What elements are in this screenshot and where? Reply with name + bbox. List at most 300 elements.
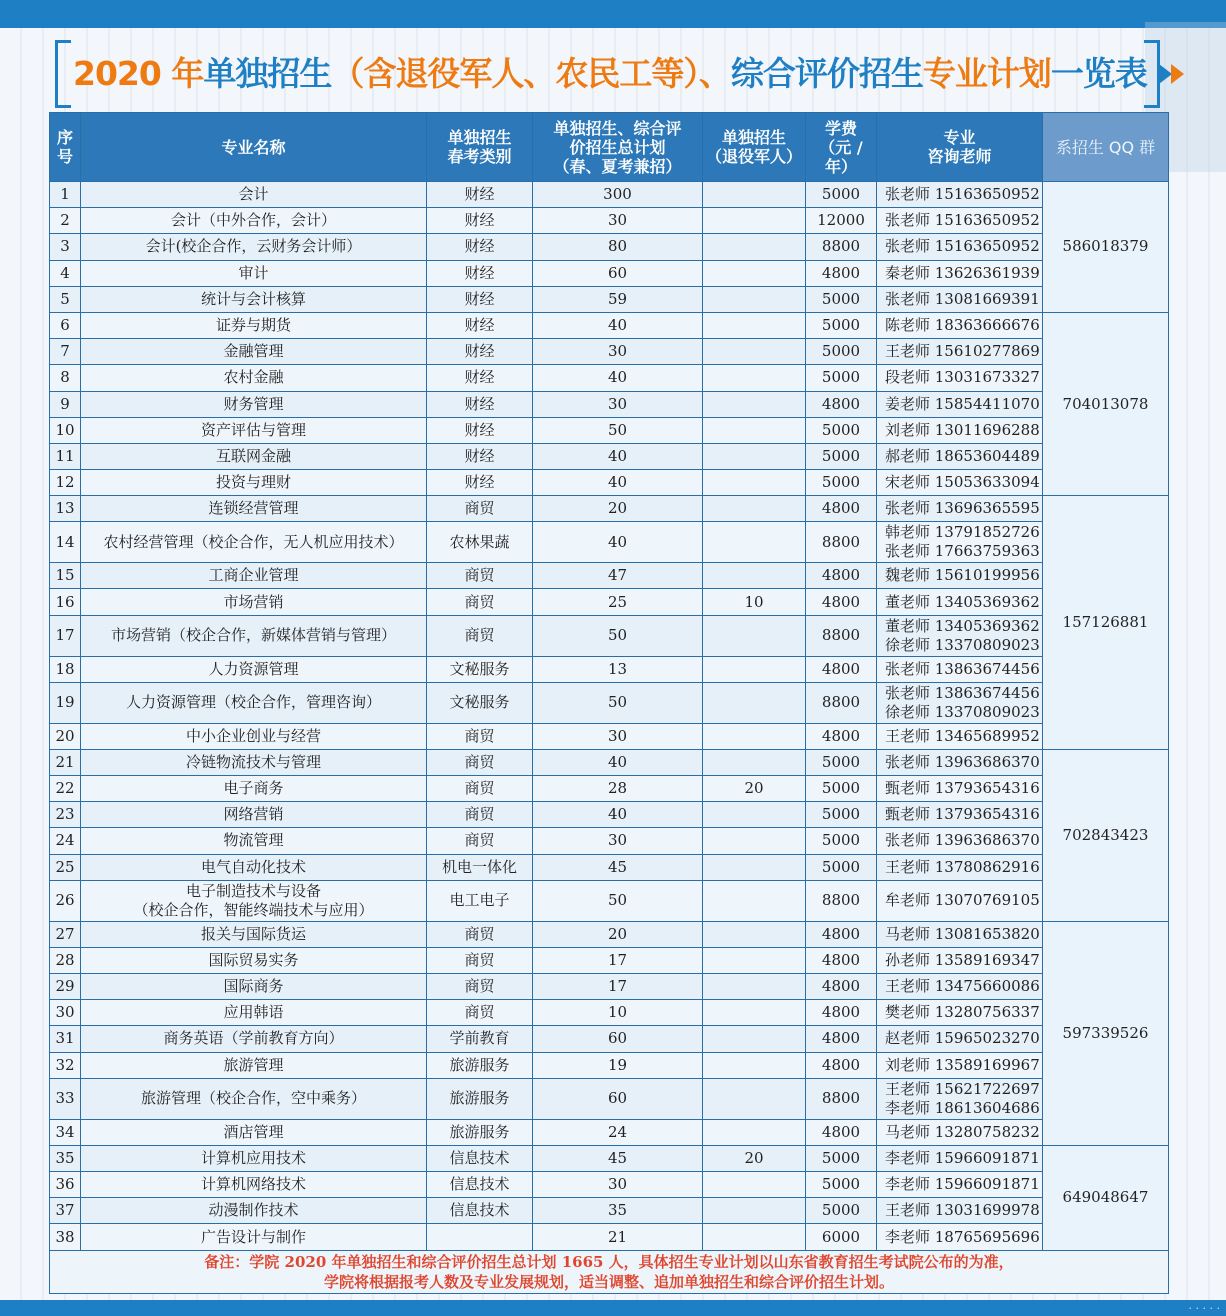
cell-major: 国际商务 xyxy=(81,973,427,999)
cell-category: 商贸 xyxy=(427,749,533,775)
cell-veteran xyxy=(703,563,806,589)
cell-seq: 38 xyxy=(50,1224,81,1251)
title-text xyxy=(73,48,1191,95)
cell-seq: 37 xyxy=(50,1198,81,1224)
cell-plan: 30 xyxy=(533,208,703,234)
cell-plan: 30 xyxy=(533,828,703,854)
cell-category: 电工电子 xyxy=(427,880,533,921)
cell-qq-group: 597339526 xyxy=(1043,921,1169,1145)
cell-teacher: 王老师 13475660086 xyxy=(877,973,1043,999)
cell-plan: 40 xyxy=(533,802,703,828)
cell-seq: 18 xyxy=(50,656,81,682)
cell-fee: 4800 xyxy=(806,1000,877,1026)
table-row xyxy=(50,589,1169,615)
cell-teacher: 李老师 15966091871 xyxy=(877,1145,1043,1171)
cell-fee: 5000 xyxy=(806,775,877,801)
cell-fee: 8800 xyxy=(806,682,877,723)
cell-seq: 22 xyxy=(50,775,81,801)
cell-veteran xyxy=(703,522,806,563)
cell-teacher: 陈老师 18363666676 xyxy=(877,312,1043,338)
table-row xyxy=(50,339,1169,365)
cell-veteran xyxy=(703,1078,806,1119)
cell-category: 商贸 xyxy=(427,723,533,749)
cell-fee: 5000 xyxy=(806,417,877,443)
cell-teacher: 韩老师 13791852726 张老师 17663759363 xyxy=(877,522,1043,563)
cell-plan: 17 xyxy=(533,973,703,999)
cell-veteran xyxy=(703,828,806,854)
cell-teacher: 董老师 13405369362 xyxy=(877,589,1043,615)
table-row xyxy=(50,802,1169,828)
table-row xyxy=(50,470,1169,496)
cell-major: 冷链物流技术与管理 xyxy=(81,749,427,775)
cell-seq: 6 xyxy=(50,312,81,338)
cell-fee: 5000 xyxy=(806,1198,877,1224)
cell-veteran xyxy=(703,365,806,391)
table-row xyxy=(50,682,1169,723)
cell-veteran: 20 xyxy=(703,1145,806,1171)
cell-plan: 60 xyxy=(533,1026,703,1052)
cell-veteran xyxy=(703,339,806,365)
cell-veteran xyxy=(703,182,806,208)
header-category: 单独招生 春考类别 xyxy=(427,113,533,182)
cell-teacher: 段老师 13031673327 xyxy=(877,365,1043,391)
cell-veteran xyxy=(703,656,806,682)
cell-category: 商贸 xyxy=(427,973,533,999)
cell-seq: 28 xyxy=(50,947,81,973)
cell-major: 财务管理 xyxy=(81,391,427,417)
page-title xyxy=(55,40,1160,108)
cell-major: 电气自动化技术 xyxy=(81,854,427,880)
table-row xyxy=(50,208,1169,234)
table-row xyxy=(50,1171,1169,1197)
cell-major: 计算机应用技术 xyxy=(81,1145,427,1171)
cell-category: 商贸 xyxy=(427,589,533,615)
header-fee: 学费 （元 / 年） xyxy=(806,113,877,182)
cell-fee: 8800 xyxy=(806,234,877,260)
cell-major: 酒店管理 xyxy=(81,1119,427,1145)
table-row xyxy=(50,391,1169,417)
cell-major: 人力资源管理（校企合作，管理咨询） xyxy=(81,682,427,723)
cell-fee: 4800 xyxy=(806,496,877,522)
cell-teacher: 王老师 15621722697 李老师 18613604686 xyxy=(877,1078,1043,1119)
cell-veteran xyxy=(703,234,806,260)
cell-seq: 14 xyxy=(50,522,81,563)
cell-veteran xyxy=(703,802,806,828)
cell-plan: 45 xyxy=(533,854,703,880)
cell-teacher: 王老师 13780862916 xyxy=(877,854,1043,880)
cell-teacher: 张老师 13863674456 xyxy=(877,656,1043,682)
cell-major: 审计 xyxy=(81,260,427,286)
cell-veteran xyxy=(703,496,806,522)
cell-seq: 31 xyxy=(50,1026,81,1052)
table-row xyxy=(50,496,1169,522)
cell-major: 投资与理财 xyxy=(81,470,427,496)
cell-teacher: 张老师 13081669391 xyxy=(877,286,1043,312)
title-comprehensive: 综合评价招生 xyxy=(730,54,923,93)
cell-veteran xyxy=(703,208,806,234)
cell-seq: 15 xyxy=(50,563,81,589)
table-row xyxy=(50,947,1169,973)
cell-category: 财经 xyxy=(427,470,533,496)
cell-teacher: 刘老师 13011696288 xyxy=(877,417,1043,443)
cell-category: 商贸 xyxy=(427,1000,533,1026)
cell-teacher: 秦老师 13626361939 xyxy=(877,260,1043,286)
table-row xyxy=(50,880,1169,921)
cell-fee: 5000 xyxy=(806,182,877,208)
cell-major: 旅游管理 xyxy=(81,1052,427,1078)
cell-veteran xyxy=(703,921,806,947)
cell-seq: 25 xyxy=(50,854,81,880)
cell-veteran xyxy=(703,947,806,973)
cell-plan: 19 xyxy=(533,1052,703,1078)
cell-seq: 8 xyxy=(50,365,81,391)
cell-seq: 26 xyxy=(50,880,81,921)
cell-major: 物流管理 xyxy=(81,828,427,854)
cell-category: 农林果蔬 xyxy=(427,522,533,563)
cell-teacher: 张老师 15163650952 xyxy=(877,208,1043,234)
cell-fee: 4800 xyxy=(806,589,877,615)
table-row xyxy=(50,1052,1169,1078)
cell-seq: 29 xyxy=(50,973,81,999)
title-paren: （含退役军人、农民工等）、 xyxy=(331,54,731,93)
cell-qq-group: 702843423 xyxy=(1043,749,1169,921)
cell-plan: 10 xyxy=(533,1000,703,1026)
cell-major: 农村经营管理（校企合作，无人机应用技术） xyxy=(81,522,427,563)
cell-fee: 5000 xyxy=(806,339,877,365)
cell-plan: 30 xyxy=(533,339,703,365)
table-row xyxy=(50,417,1169,443)
cell-category: 商贸 xyxy=(427,828,533,854)
cell-plan: 40 xyxy=(533,312,703,338)
cell-plan: 59 xyxy=(533,286,703,312)
cell-major: 广告设计与制作 xyxy=(81,1224,427,1251)
cell-teacher: 马老师 13081653820 xyxy=(877,921,1043,947)
cell-fee: 8800 xyxy=(806,880,877,921)
cell-major: 应用韩语 xyxy=(81,1000,427,1026)
cell-seq: 24 xyxy=(50,828,81,854)
double-play-icon xyxy=(1157,56,1191,95)
cell-category xyxy=(427,1224,533,1251)
cell-plan: 47 xyxy=(533,563,703,589)
table-row xyxy=(50,1000,1169,1026)
cell-teacher: 魏老师 15610199956 xyxy=(877,563,1043,589)
cell-teacher: 甄老师 13793654316 xyxy=(877,775,1043,801)
cell-fee: 8800 xyxy=(806,1078,877,1119)
table-row xyxy=(50,1078,1169,1119)
cell-veteran xyxy=(703,417,806,443)
table-row xyxy=(50,854,1169,880)
cell-fee: 12000 xyxy=(806,208,877,234)
cell-major: 计算机网络技术 xyxy=(81,1171,427,1197)
cell-teacher: 牟老师 13070769105 xyxy=(877,880,1043,921)
cell-seq: 20 xyxy=(50,723,81,749)
cell-category: 商贸 xyxy=(427,563,533,589)
cell-seq: 9 xyxy=(50,391,81,417)
cell-major: 会计(校企合作，云财务会计师） xyxy=(81,234,427,260)
cell-seq: 3 xyxy=(50,234,81,260)
cell-category: 商贸 xyxy=(427,496,533,522)
table-row xyxy=(50,365,1169,391)
cell-teacher: 张老师 15163650952 xyxy=(877,182,1043,208)
cell-major: 会计 xyxy=(81,182,427,208)
table-row xyxy=(50,615,1169,656)
cell-major: 农村金融 xyxy=(81,365,427,391)
watermark: · · · · · xyxy=(1188,1302,1220,1315)
cell-seq: 16 xyxy=(50,589,81,615)
cell-seq: 32 xyxy=(50,1052,81,1078)
cell-major: 商务英语（学前教育方向） xyxy=(81,1026,427,1052)
cell-major: 动漫制作技术 xyxy=(81,1198,427,1224)
cell-seq: 4 xyxy=(50,260,81,286)
cell-category: 商贸 xyxy=(427,615,533,656)
header-teacher: 专业 咨询老师 xyxy=(877,113,1043,182)
header-seq: 序 号 xyxy=(50,113,81,182)
cell-major: 证券与期货 xyxy=(81,312,427,338)
top-band xyxy=(0,0,1226,28)
table-row xyxy=(50,260,1169,286)
cell-veteran xyxy=(703,391,806,417)
title-list: 一览表 xyxy=(1050,54,1147,93)
cell-teacher: 张老师 13963686370 xyxy=(877,749,1043,775)
cell-plan: 28 xyxy=(533,775,703,801)
cell-fee: 5000 xyxy=(806,286,877,312)
cell-category: 学前教育 xyxy=(427,1026,533,1052)
cell-veteran xyxy=(703,1224,806,1251)
cell-plan: 60 xyxy=(533,1078,703,1119)
cell-teacher: 张老师 15163650952 xyxy=(877,234,1043,260)
cell-category: 财经 xyxy=(427,443,533,469)
cell-plan: 40 xyxy=(533,470,703,496)
cell-major: 统计与会计核算 xyxy=(81,286,427,312)
cell-teacher: 张老师 13863674456 徐老师 13370809023 xyxy=(877,682,1043,723)
cell-plan: 45 xyxy=(533,1145,703,1171)
cell-fee: 4800 xyxy=(806,723,877,749)
cell-seq: 12 xyxy=(50,470,81,496)
note-cell xyxy=(50,1251,1169,1294)
table-row xyxy=(50,1224,1169,1251)
cell-seq: 2 xyxy=(50,208,81,234)
cell-veteran xyxy=(703,1052,806,1078)
cell-teacher: 王老师 15610277869 xyxy=(877,339,1043,365)
header-plan: 单独招生、综合评 价招生总计划 （春、夏考兼招） xyxy=(533,113,703,182)
cell-category: 信息技术 xyxy=(427,1171,533,1197)
cell-major: 人力资源管理 xyxy=(81,656,427,682)
cell-fee: 4800 xyxy=(806,563,877,589)
table-row xyxy=(50,973,1169,999)
table-row xyxy=(50,775,1169,801)
cell-category: 商贸 xyxy=(427,921,533,947)
cell-veteran xyxy=(703,286,806,312)
title-year: 2020 年 xyxy=(73,54,204,93)
cell-plan: 21 xyxy=(533,1224,703,1251)
cell-category: 财经 xyxy=(427,260,533,286)
cell-major: 会计（中外合作，会计） xyxy=(81,208,427,234)
cell-seq: 34 xyxy=(50,1119,81,1145)
cell-category: 财经 xyxy=(427,417,533,443)
cell-plan: 13 xyxy=(533,656,703,682)
cell-veteran: 10 xyxy=(703,589,806,615)
cell-seq: 19 xyxy=(50,682,81,723)
cell-plan: 80 xyxy=(533,234,703,260)
cell-teacher: 郝老师 18653604489 xyxy=(877,443,1043,469)
cell-teacher: 马老师 13280758232 xyxy=(877,1119,1043,1145)
cell-veteran xyxy=(703,973,806,999)
table-row xyxy=(50,828,1169,854)
table-row xyxy=(50,563,1169,589)
table-row xyxy=(50,749,1169,775)
table-row xyxy=(50,921,1169,947)
cell-major: 金融管理 xyxy=(81,339,427,365)
cell-plan: 25 xyxy=(533,589,703,615)
cell-teacher: 姜老师 15854411070 xyxy=(877,391,1043,417)
cell-fee: 5000 xyxy=(806,365,877,391)
cell-plan: 50 xyxy=(533,615,703,656)
cell-veteran xyxy=(703,443,806,469)
cell-fee: 5000 xyxy=(806,802,877,828)
cell-veteran xyxy=(703,1026,806,1052)
cell-category: 文秘服务 xyxy=(427,682,533,723)
cell-teacher: 孙老师 13589169347 xyxy=(877,947,1043,973)
cell-fee: 4800 xyxy=(806,260,877,286)
cell-category: 旅游服务 xyxy=(427,1119,533,1145)
cell-category: 文秘服务 xyxy=(427,656,533,682)
cell-seq: 23 xyxy=(50,802,81,828)
cell-plan: 30 xyxy=(533,723,703,749)
cell-major: 互联网金融 xyxy=(81,443,427,469)
cell-fee: 5000 xyxy=(806,1171,877,1197)
cell-seq: 1 xyxy=(50,182,81,208)
cell-qq-group: 704013078 xyxy=(1043,312,1169,495)
cell-qq-group: 157126881 xyxy=(1043,496,1169,750)
cell-fee: 4800 xyxy=(806,1052,877,1078)
cell-veteran xyxy=(703,749,806,775)
cell-veteran: 20 xyxy=(703,775,806,801)
cell-plan: 30 xyxy=(533,1171,703,1197)
cell-veteran xyxy=(703,682,806,723)
cell-seq: 17 xyxy=(50,615,81,656)
cell-category: 财经 xyxy=(427,234,533,260)
cell-plan: 40 xyxy=(533,443,703,469)
cell-plan: 30 xyxy=(533,391,703,417)
cell-plan: 40 xyxy=(533,749,703,775)
cell-seq: 5 xyxy=(50,286,81,312)
note-line-2: 学院将根据报考人数及专业发展规划，适当调整、追加单独招生和综合评价招生计划。 xyxy=(323,1273,894,1291)
cell-plan: 50 xyxy=(533,682,703,723)
cell-teacher: 李老师 18765695696 xyxy=(877,1224,1043,1251)
cell-qq-group: 649048647 xyxy=(1043,1145,1169,1250)
cell-fee: 5000 xyxy=(806,1145,877,1171)
table-row xyxy=(50,1145,1169,1171)
cell-veteran xyxy=(703,880,806,921)
cell-veteran xyxy=(703,854,806,880)
table-header-row xyxy=(50,113,1169,182)
header-major: 专业名称 xyxy=(81,113,427,182)
cell-fee: 6000 xyxy=(806,1224,877,1251)
cell-teacher: 宋老师 15053633094 xyxy=(877,470,1043,496)
cell-veteran xyxy=(703,260,806,286)
note-line-1: 备注：学院 2020 年单独招生和综合评价招生总计划 1665 人，具体招生专业计划以山东省教育招生考试院公布的为准， xyxy=(204,1253,1014,1271)
cell-seq: 13 xyxy=(50,496,81,522)
table-row xyxy=(50,1026,1169,1052)
cell-fee: 5000 xyxy=(806,828,877,854)
cell-major: 报关与国际货运 xyxy=(81,921,427,947)
cell-plan: 40 xyxy=(533,365,703,391)
cell-teacher: 张老师 13696365595 xyxy=(877,496,1043,522)
header-veteran: 单独招生 （退役军人） xyxy=(703,113,806,182)
cell-plan: 35 xyxy=(533,1198,703,1224)
cell-category: 旅游服务 xyxy=(427,1078,533,1119)
cell-plan: 17 xyxy=(533,947,703,973)
cell-seq: 36 xyxy=(50,1171,81,1197)
cell-seq: 35 xyxy=(50,1145,81,1171)
cell-major: 连锁经营管理 xyxy=(81,496,427,522)
cell-plan: 20 xyxy=(533,496,703,522)
cell-plan: 40 xyxy=(533,522,703,563)
cell-fee: 5000 xyxy=(806,854,877,880)
cell-major: 中小企业创业与经营 xyxy=(81,723,427,749)
cell-teacher: 张老师 13963686370 xyxy=(877,828,1043,854)
cell-fee: 5000 xyxy=(806,749,877,775)
cell-veteran xyxy=(703,1000,806,1026)
cell-veteran xyxy=(703,615,806,656)
cell-category: 财经 xyxy=(427,286,533,312)
cell-fee: 8800 xyxy=(806,615,877,656)
cell-teacher: 甄老师 13793654316 xyxy=(877,802,1043,828)
cell-major: 电子制造技术与设备 （校企合作，智能终端技术与应用） xyxy=(81,880,427,921)
table-row xyxy=(50,182,1169,208)
cell-veteran xyxy=(703,723,806,749)
cell-fee: 8800 xyxy=(806,522,877,563)
cell-seq: 11 xyxy=(50,443,81,469)
cell-category: 财经 xyxy=(427,312,533,338)
note-row xyxy=(50,1251,1169,1294)
table-row xyxy=(50,656,1169,682)
cell-category: 商贸 xyxy=(427,947,533,973)
title-single-enroll: 单独招生 xyxy=(203,54,332,93)
table-row xyxy=(50,522,1169,563)
table-row xyxy=(50,723,1169,749)
cell-fee: 4800 xyxy=(806,1119,877,1145)
cell-veteran xyxy=(703,1171,806,1197)
title-bracket-left xyxy=(55,40,71,108)
cell-fee: 4800 xyxy=(806,391,877,417)
cell-teacher: 李老师 15966091871 xyxy=(877,1171,1043,1197)
cell-category: 商贸 xyxy=(427,802,533,828)
cell-teacher: 赵老师 15965023270 xyxy=(877,1026,1043,1052)
table-row xyxy=(50,286,1169,312)
cell-category: 财经 xyxy=(427,365,533,391)
cell-seq: 33 xyxy=(50,1078,81,1119)
cell-fee: 4800 xyxy=(806,973,877,999)
cell-major: 旅游管理（校企合作，空中乘务） xyxy=(81,1078,427,1119)
cell-fee: 4800 xyxy=(806,656,877,682)
cell-fee: 4800 xyxy=(806,947,877,973)
cell-plan: 300 xyxy=(533,182,703,208)
cell-seq: 27 xyxy=(50,921,81,947)
cell-seq: 10 xyxy=(50,417,81,443)
table-row xyxy=(50,1119,1169,1145)
cell-seq: 7 xyxy=(50,339,81,365)
cell-teacher: 刘老师 13589169967 xyxy=(877,1052,1043,1078)
title-plan: 专业计划 xyxy=(922,54,1051,93)
cell-category: 商贸 xyxy=(427,775,533,801)
cell-teacher: 王老师 13465689952 xyxy=(877,723,1043,749)
cell-veteran xyxy=(703,1198,806,1224)
cell-seq: 21 xyxy=(50,749,81,775)
cell-major: 工商企业管理 xyxy=(81,563,427,589)
cell-major: 电子商务 xyxy=(81,775,427,801)
cell-category: 旅游服务 xyxy=(427,1052,533,1078)
